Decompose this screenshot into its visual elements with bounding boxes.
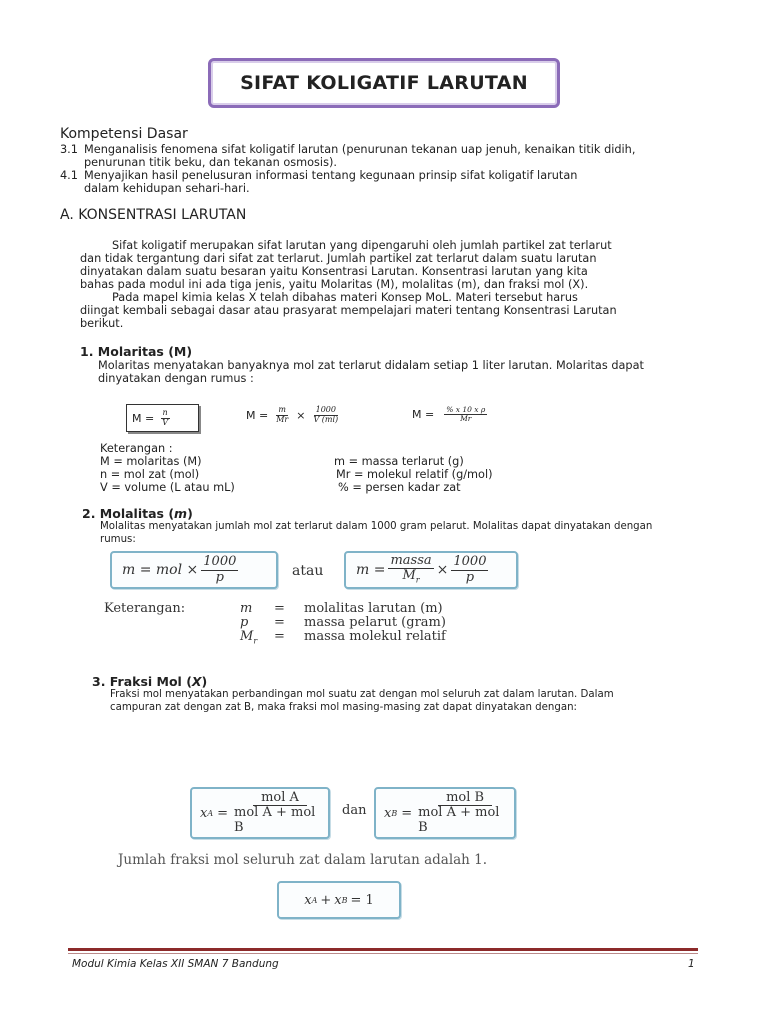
sum-b-sub: B (341, 895, 348, 905)
molaritas-ket-label: Keterangan : (100, 442, 173, 455)
molalitas-ket-desc-3: massa molekul relatif (304, 629, 446, 644)
molalitas-ket-sym-2: p (240, 615, 249, 630)
para1-line4: bahas pada modul ini ada tiga jenis, yaitu Molaritas (M), molalitas (m), dan fraksi mol (X). (80, 278, 589, 291)
f3-lhs: M = (412, 408, 435, 422)
molalitas-ket-sym-3-main: M (240, 629, 254, 644)
ff1-lhs: x (200, 805, 208, 821)
fraksi-heading (92, 674, 207, 689)
mf2-lhs: m = (356, 562, 386, 578)
mf2-den2: p (465, 569, 475, 585)
f1-lhs: M = (132, 411, 155, 425)
fraksi-formula-2 (374, 787, 516, 839)
ff1-sub: A (207, 808, 214, 818)
f3-den: Mr (460, 414, 472, 424)
ff1-fraction (232, 791, 328, 835)
mf2-num2: 1000 (453, 554, 487, 570)
f2-frac1 (274, 406, 290, 425)
ff1-num: mol A (253, 791, 307, 806)
mf1-fraction (201, 555, 238, 585)
molalitas-ket-desc-2: massa pelarut (gram) (304, 615, 446, 630)
para2-line3: berikut. (80, 317, 124, 330)
molalitas-ket-sym-1: m (240, 601, 253, 616)
ff2-eq: = (401, 805, 413, 821)
molaritas-formula-1 (126, 404, 199, 432)
sum-a-sub: A (311, 895, 318, 905)
molalitas-heading-prefix: 2. Molalitas ( (82, 506, 175, 521)
sum-eq: = 1 (350, 892, 374, 908)
page-title (208, 58, 560, 108)
sum-plus: + (320, 892, 332, 908)
fraksi-sum-formula (277, 881, 401, 919)
ff2-lhs: x (384, 805, 392, 821)
mf2-num: massa (390, 553, 432, 569)
f2-den2: V (ml) (313, 414, 339, 424)
molaritas-heading: 1. Molaritas (M) (80, 344, 193, 359)
f3-num: % x 10 x ρ (446, 405, 486, 414)
f1-den: V (162, 417, 168, 427)
molalitas-ket-desc-1: molalitas larutan (m) (304, 601, 443, 616)
molalitas-formula-1 (110, 551, 278, 589)
ff1-eq: = (217, 805, 229, 821)
mf1-num: 1000 (203, 554, 237, 570)
f2-times: × (296, 408, 306, 422)
molalitas-ket-sym-3 (240, 629, 257, 646)
kompetensi-item-1-line2: penurunan titik beku, dan tekanan osmosis). (84, 156, 337, 169)
molaritas-text1: Molaritas menyatakan banyaknya mol zat terlarut didalam setiap 1 liter larutan. Molaritas dapat (98, 359, 644, 372)
molaritas-ket-left-3: V = volume (L atau mL) (100, 481, 235, 494)
para2-line2: diingat kembali sebagai dasar atau prasyarat mempelajari materi tentang Konsentrasi Larutan (80, 304, 617, 317)
molalitas-text1: Molalitas menyatakan jumlah mol zat terlarut dalam 1000 gram pelarut. Molalitas dapat dinyatakan dengan (100, 521, 653, 532)
para1-line1: Sifat koligatif merupakan sifat larutan yang dipengaruhi oleh jumlah partikel zat terlarut (112, 239, 612, 252)
sum-a: x (304, 892, 312, 908)
molaritas-formula-2 (246, 406, 340, 425)
fraksi-heading-suffix: ) (201, 674, 208, 689)
fraksi-heading-prefix: 3. Fraksi Mol ( (92, 674, 192, 689)
fraksi-note: Jumlah fraksi mol seluruh zat dalam larutan adalah 1. (118, 852, 488, 868)
kompetensi-item-2-line1: Menyajikan hasil penelusuran informasi tentang kegunaan prinsip sifat koligatif larutan (84, 169, 578, 182)
molalitas-atau: atau (292, 563, 324, 579)
molaritas-ket-right-1: m = massa terlarut (g) (334, 455, 464, 468)
fraksi-dan: dan (342, 803, 367, 818)
ff2-sub: B (391, 808, 398, 818)
kompetensi-item-2-num: 4.1 (60, 169, 78, 182)
kompetensi-item-1-line1: Menganalisis fenomena sifat koligatif larutan (penurunan tekanan uap jenuh, kenaikan titik didih, (84, 143, 636, 156)
molalitas-ket-eq-2: = (274, 615, 285, 630)
molaritas-ket-right-3: % = persen kadar zat (338, 481, 461, 494)
footer-divider-thin (68, 953, 698, 954)
mf2-frac1 (388, 554, 433, 586)
molalitas-formula-2 (344, 551, 518, 589)
molalitas-heading-var: m (174, 506, 188, 521)
molalitas-ket-eq-3: = (274, 629, 285, 644)
footer-text: Modul Kimia Kelas XII SMAN 7 Bandung (72, 958, 279, 970)
molaritas-formula-3 (412, 406, 487, 424)
mf2-frac2 (451, 555, 488, 585)
kompetensi-item-2-line2: dalam kehidupan sehari-hari. (84, 182, 250, 195)
para2-line1: Pada mapel kimia kelas X telah dibahas materi Konsep MoL. Materi tersebut harus (112, 291, 578, 304)
footer-divider (68, 948, 698, 951)
f2-num2: 1000 (315, 405, 336, 414)
f3-fraction (444, 406, 487, 424)
mf1-den: p (215, 569, 224, 585)
mf1-lhs: m = mol × (122, 562, 199, 578)
molalitas-heading (82, 506, 193, 521)
page-title-text: SIFAT KOLIGATIF LARUTAN (240, 72, 528, 94)
ff2-den: mol A + mol B (418, 805, 500, 835)
f1-num: n (162, 407, 168, 417)
kompetensi-item-1-num: 3.1 (60, 143, 78, 156)
f1-fraction (160, 409, 170, 428)
mf2-times: × (436, 562, 449, 578)
f2-frac2 (311, 406, 340, 425)
molaritas-text2: dinyatakan dengan rumus : (98, 372, 254, 385)
mf2-den: M (402, 568, 416, 584)
sum-b: x (334, 892, 342, 908)
kompetensi-heading: Kompetensi Dasar (60, 126, 188, 142)
molaritas-ket-left-2: n = mol zat (mol) (100, 468, 200, 481)
fraksi-text1: Fraksi mol menyatakan perbandingan mol suatu zat dengan mol seluruh zat dalam larutan. Dalam (110, 689, 614, 700)
f2-den: Mr (276, 414, 289, 424)
molaritas-ket-right-2: Mr = molekul relatif (g/mol) (336, 468, 493, 481)
molaritas-ket-left-1: M = molaritas (M) (100, 455, 202, 468)
para1-line3: dinyatakan dalam suatu besaran yaitu Konsentrasi Larutan. Konsentrasi larutan yang kita (80, 265, 588, 278)
para1-line2: dan tidak tergantung dari sifat zat terlarut. Jumlah partikel zat terlarut dalam suatu larutan (80, 252, 597, 265)
fraksi-text2: campuran zat dengan zat B, maka fraksi mol masing-masing zat dapat dinyatakan dengan: (110, 702, 577, 713)
mf2-den-sub: r (415, 576, 420, 586)
mf2-den-wrap (400, 569, 421, 585)
footer-page-number: 1 (688, 958, 695, 970)
molalitas-text2: rumus: (100, 534, 136, 545)
molalitas-ket-label: Keterangan: (104, 601, 186, 616)
fraksi-heading-var: X (191, 674, 202, 689)
f2-lhs: M = (246, 408, 269, 422)
molalitas-heading-suffix: ) (187, 506, 193, 521)
section-a-heading: A. KONSENTRASI LARUTAN (60, 207, 247, 223)
molalitas-ket-eq-1: = (274, 601, 285, 616)
molalitas-ket-sym-3-sub: r (253, 636, 258, 646)
f2-num: m (278, 405, 287, 414)
ff2-fraction (416, 791, 514, 835)
ff1-den: mol A + mol B (234, 805, 316, 835)
fraksi-formula-1 (190, 787, 330, 839)
ff2-num: mol B (438, 791, 492, 806)
